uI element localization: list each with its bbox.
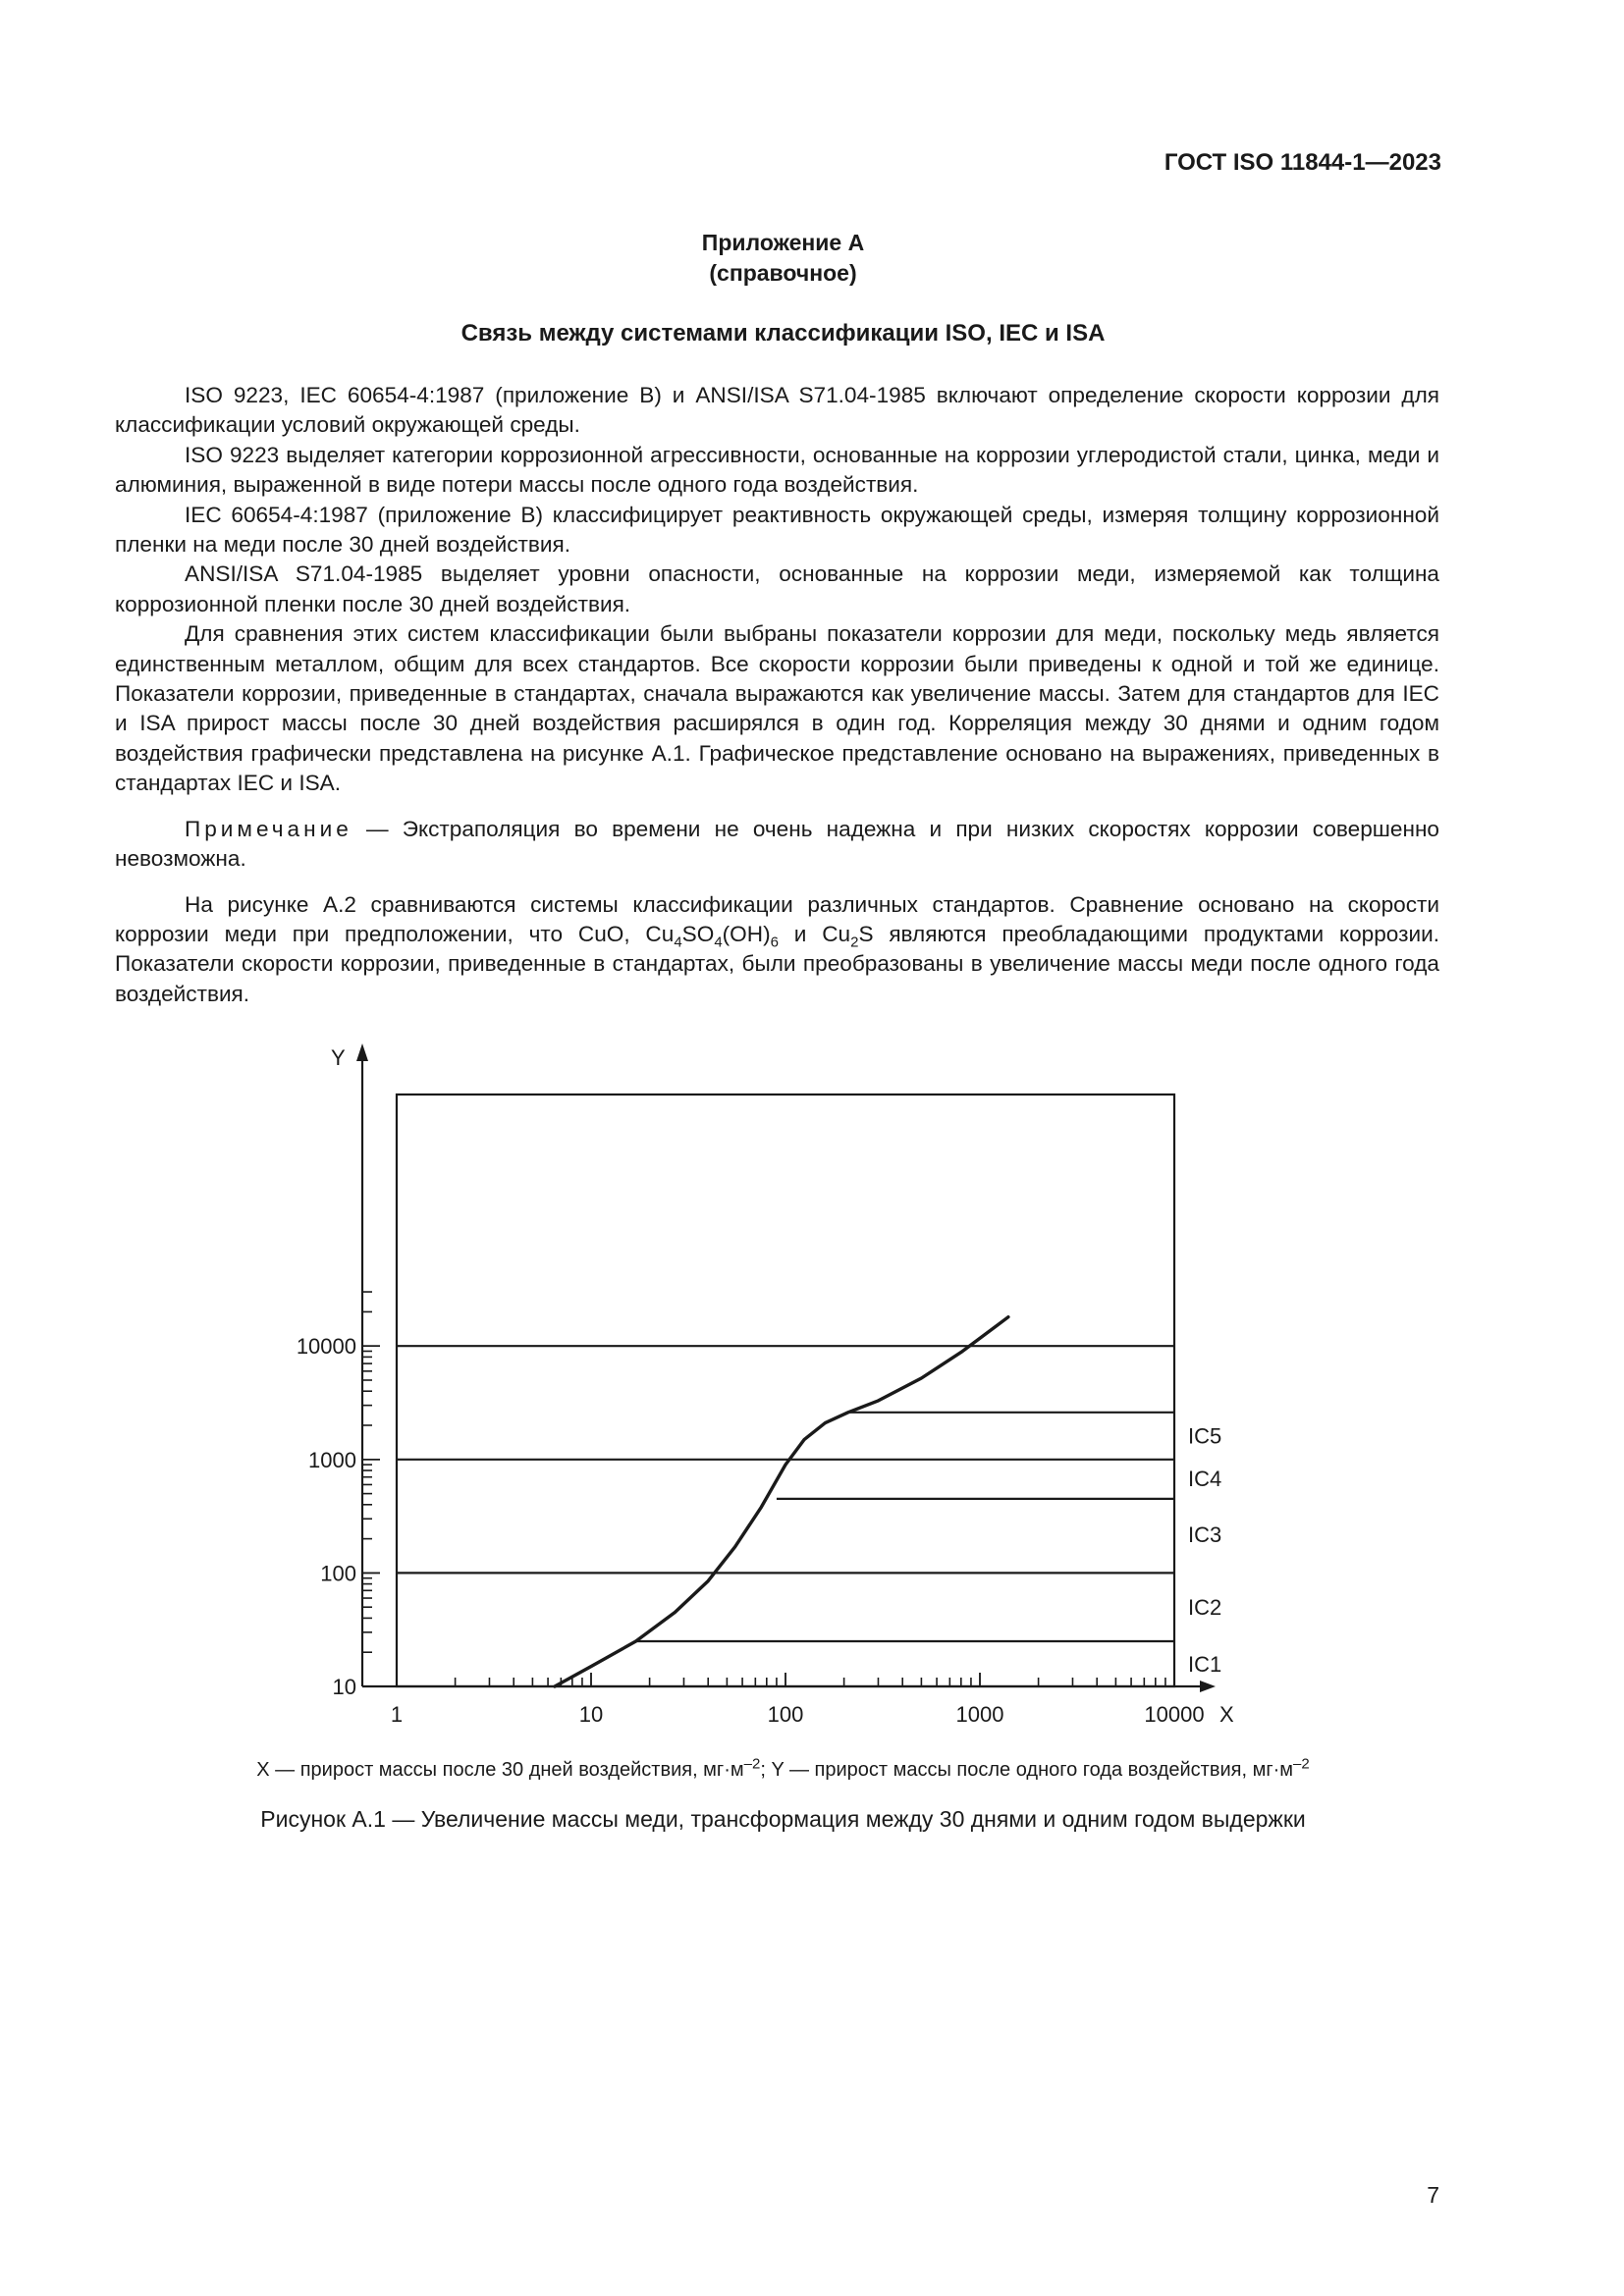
figure-caption: Рисунок А.1 — Увеличение массы меди, трансформация между 30 днями и одним годом выдержки: [260, 1806, 1306, 1832]
paragraph-1: ISO 9223, IEC 60654-4:1987 (приложение В) и ANSI/ISA S71.04-1985 включают определение скорости коррозии для классификации условий окружающей среды.: [115, 383, 1439, 438]
p7-sub-2: 4: [714, 934, 723, 951]
x-tick-label: 10000: [1144, 1702, 1205, 1727]
annex-status: (справочное): [709, 260, 857, 286]
p7-text-d: и Cu: [778, 921, 851, 946]
y-axis-label: Y: [331, 1045, 346, 1070]
class-label-ic1: IC1: [1188, 1652, 1222, 1678]
x-tick-label: 10: [578, 1702, 604, 1727]
paragraph-5: Для сравнения этих систем классификации были выбраны показатели коррозии для меди, поскольку медь является единственным металлом, общим для всех стандартов. Все скорости коррозии были приведены к одной и той же единице. Показатели коррозии, приведенные в стандартах, сначала выражаются как увеличение массы. Затем для стандартов для IEC и ISA прирост массы после 30 дней воздействия расширялся в один год. Корреляция между 30 днями и одним годом воздействия графически представлена на рисунке А.1. Графическое представление основано на выражениях, приведенных в стандартах IEC и ISA.: [115, 621, 1439, 796]
y-tick-label: 100: [320, 1561, 356, 1586]
x-axis-label: X: [1219, 1702, 1234, 1727]
page-number: 7: [1427, 2182, 1439, 2208]
section-heading: Связь между системами классификации ISO, IEC и ISA: [460, 320, 1106, 347]
paragraph-7: [115, 890, 1439, 1010]
p7-sub-4: 2: [850, 934, 859, 951]
p7-text-e: S являются преобладающими продуктами коррозии. Показатели скорости коррозии, приведенные в стандартах, были преобразованы в увеличение массы меди после одного года воздействия.: [115, 921, 1439, 1006]
paragraph-2: ISO 9223 выделяет категории коррозионной агрессивности, основанные на коррозии углеродистой стали, цинка, меди и алюминия, выраженной в виде потери массы после одного года воздействия.: [115, 442, 1439, 498]
body-text: [115, 381, 1439, 1009]
figure-a1-chart: [295, 1036, 1257, 1742]
y-axis-arrow: [356, 1043, 368, 1061]
axis-note-y: ; Y — прирост массы после одного года воздействия, мг·м: [760, 1759, 1294, 1781]
y-tick-label: 1000: [308, 1447, 356, 1472]
note-text: — Экстраполяция во времени не очень надежна и при низких скоростях коррозии совершенно невозможна.: [115, 816, 1439, 872]
series-curve: [555, 1317, 1008, 1686]
x-tick-label: 100: [767, 1702, 804, 1727]
x-tick-label: 1: [390, 1702, 404, 1727]
class-label-ic2: IC2: [1188, 1595, 1222, 1621]
class-label-ic5: IC5: [1188, 1423, 1222, 1449]
plot-frame: [397, 1095, 1174, 1686]
document-code: ГОСТ ISO 11844-1—2023: [1164, 149, 1441, 176]
note-label: Примечание: [185, 816, 352, 841]
p7-text-b: SO: [681, 921, 715, 946]
note-paragraph: [115, 815, 1439, 875]
class-label-ic3: IC3: [1188, 1522, 1222, 1547]
axis-legend: [0, 1755, 1566, 1782]
class-label-ic4: IC4: [1188, 1467, 1222, 1492]
p7-text-a: На рисунке А.2 сравниваются системы классификации различных стандартов. Сравнение основано на скорости коррозии меди при предположении, что CuO, Cu: [115, 891, 1439, 946]
axis-note-x: X — прирост массы после 30 дней воздействия, мг·м: [256, 1759, 744, 1781]
chart-svg: [295, 1036, 1257, 1742]
axis-note-sup-1: –2: [743, 1755, 761, 1773]
y-tick-label: 10: [332, 1675, 356, 1699]
annex-title: Приложение А: [701, 230, 865, 255]
p7-sub-1: 4: [674, 934, 682, 951]
x-tick-label: 1000: [955, 1702, 1004, 1727]
p7-text-c: (OH): [722, 921, 771, 946]
paragraph-3: IEC 60654-4:1987 (приложение В) классифицирует реактивность окружающей среды, измеряя толщину коррозионной пленки на меди после 30 дней воздействия.: [115, 502, 1439, 558]
x-axis-arrow: [1200, 1681, 1216, 1692]
y-tick-label: 10000: [296, 1334, 356, 1360]
paragraph-4: ANSI/ISA S71.04-1985 выделяет уровни опасности, основанные на коррозии меди, измеряемой как толщина коррозионной пленки после 30 дней воздействия.: [115, 561, 1439, 616]
p7-sub-3: 6: [770, 934, 779, 951]
axis-note-sup-2: –2: [1293, 1755, 1310, 1773]
annex-title-block: [0, 228, 1566, 289]
